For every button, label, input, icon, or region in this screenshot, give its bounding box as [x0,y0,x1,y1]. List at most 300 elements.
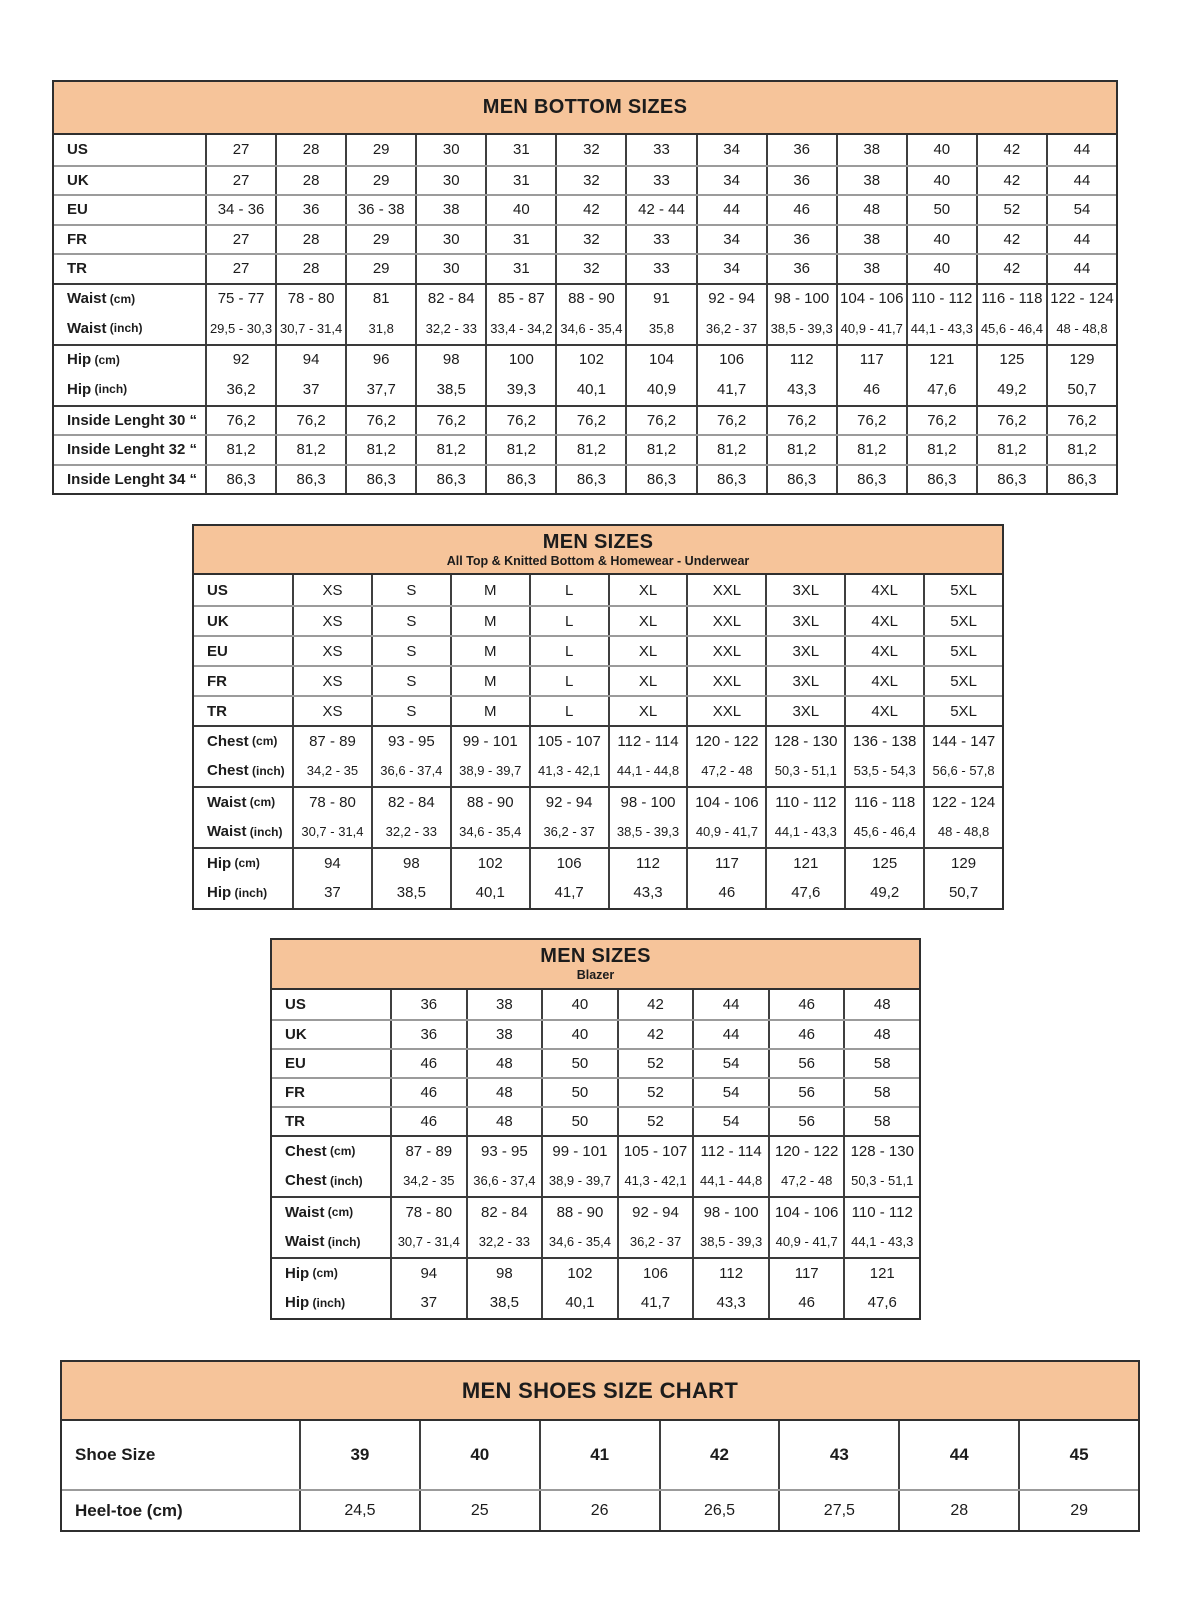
size-value-cell: 38,5 [466,1288,542,1319]
size-value-cell: 38,5 - 39,3 [608,817,687,848]
row-label [194,878,292,909]
size-value-cell: 34 - 36 [205,196,275,224]
size-value-cell: 28 [898,1491,1018,1530]
size-value-cell: 40 [906,255,976,283]
size-value-cell: 50,3 - 51,1 [843,1166,919,1197]
size-value-cell: 98 - 100 [766,285,836,314]
size-value-cell: 75 - 77 [205,285,275,314]
size-value-cell: 36,2 [205,374,275,405]
size-value-cell: 78 - 80 [390,1198,466,1227]
men-top-sizes-header [194,526,1002,575]
size-value-cell: 87 - 89 [292,727,371,756]
men-bottom-sizes-table [52,80,1118,495]
size-value-cell: 40 [906,226,976,254]
size-value-cell: 50 [541,1050,617,1077]
table-row [272,1227,919,1258]
size-value-cell: 42 [555,196,625,224]
size-value-cell: S [371,575,450,605]
size-value-cell: 33 [625,135,695,165]
table-row [62,1421,1138,1489]
row-label [272,1198,390,1227]
size-value-cell: 81,2 [1046,436,1116,464]
size-value-cell: 86,3 [906,466,976,494]
size-value-cell: S [371,667,450,695]
size-value-cell: XXL [686,697,765,725]
size-value-cell: 125 [976,346,1046,375]
size-value-cell: 44 [898,1421,1018,1489]
size-value-cell: 58 [843,1108,919,1135]
size-value-cell: 32,2 - 33 [371,817,450,848]
size-value-cell: 31 [485,167,555,195]
men-shoes-size-header [62,1362,1138,1421]
row-label: TR [285,1113,305,1130]
row-label-text: Chest [285,1142,327,1160]
size-value-cell: 3XL [765,697,844,725]
row-label-text: Waist [207,823,247,841]
size-value-cell: 105 - 107 [617,1137,693,1166]
size-value-cell: 82 - 84 [371,788,450,817]
size-value-cell: 34 [696,167,766,195]
size-value-cell: 58 [843,1079,919,1106]
size-value-cell: 121 [906,346,976,375]
row-label-text: Hip [67,380,92,398]
size-value-cell: 34 [696,135,766,165]
size-value-cell: 128 - 130 [843,1137,919,1166]
size-value-cell: 88 - 90 [450,788,529,817]
size-value-cell: 42 [976,167,1046,195]
men-blazer-sizes-header [272,940,919,990]
row-label-unit: (cm) [231,856,260,871]
size-value-cell: 33 [625,226,695,254]
row-label [272,1259,390,1288]
size-value-cell: 44,1 - 43,3 [765,817,844,848]
size-value-cell: 52 [617,1108,693,1135]
men-top-sizes-table [192,524,1004,910]
size-value-cell: 94 [390,1259,466,1288]
size-value-cell: 29 [345,255,415,283]
size-value-cell: 40 [419,1421,539,1489]
row-label-unit: (inch) [91,382,128,397]
table-row [272,1135,919,1166]
table-row [194,695,1002,725]
size-value-cell: 44,1 - 43,3 [906,313,976,344]
row-label [194,817,292,848]
size-value-cell: 4XL [844,667,923,695]
table-body [54,135,1116,493]
row-label: FR [207,672,227,690]
size-value-cell: 45,6 - 46,4 [976,313,1046,344]
table-row [194,635,1002,665]
men-bottom-sizes-header [54,82,1116,135]
size-value-cell: 5XL [923,607,1002,635]
size-value-cell: 27 [205,135,275,165]
size-value-cell: 44 [692,990,768,1019]
size-value-cell: 30 [415,226,485,254]
size-value-cell: 40,9 - 41,7 [836,313,906,344]
size-value-cell: 38 [836,226,906,254]
men-blazer-sizes-table [270,938,921,1320]
size-value-cell: 98 [415,346,485,375]
row-label: UK [67,171,89,189]
size-value-cell: 58 [843,1050,919,1077]
size-value-cell: 46 [390,1108,466,1135]
size-value-cell: 49,2 [844,878,923,909]
size-value-cell: 81,2 [485,436,555,464]
size-value-cell: 86,3 [275,466,345,494]
row-label [54,313,205,344]
size-value-cell: 120 - 122 [686,727,765,756]
size-value-cell: 104 - 106 [686,788,765,817]
row-label-text: Chest [207,732,249,750]
size-value-cell: 32 [555,255,625,283]
size-value-cell: XL [608,637,687,665]
size-value-cell: 129 [923,849,1002,878]
size-value-cell: M [450,607,529,635]
size-value-cell: 102 [541,1259,617,1288]
size-value-cell: 31 [485,226,555,254]
table-row [54,194,1116,224]
size-value-cell: XS [292,697,371,725]
row-label-text: Hip [285,1264,310,1282]
table-row [194,725,1002,756]
row-label: TR [207,702,227,720]
table-row [194,605,1002,635]
size-value-cell: 76,2 [1046,407,1116,435]
size-value-cell: 53,5 - 54,3 [844,756,923,787]
size-value-cell: 104 [625,346,695,375]
size-value-cell: 128 - 130 [765,727,844,756]
size-value-cell: 81,2 [976,436,1046,464]
size-value-cell: 98 [466,1259,542,1288]
size-value-cell: 42 [976,255,1046,283]
row-label-text: Hip [67,351,92,369]
size-value-cell: 112 [608,849,687,878]
size-value-cell: 47,6 [843,1288,919,1319]
table-body [62,1421,1138,1530]
table-body [272,990,919,1318]
size-value-cell: 27,5 [778,1491,898,1530]
size-value-cell: 43 [778,1421,898,1489]
row-label-unit: (cm) [309,1266,338,1281]
size-value-cell: 33,4 - 34,2 [485,313,555,344]
size-value-cell: 144 - 147 [923,727,1002,756]
size-value-cell: 35,8 [625,313,695,344]
size-value-cell: 92 [205,346,275,375]
table-row [272,990,919,1019]
size-value-cell: 37 [390,1288,466,1319]
size-value-cell: 125 [844,849,923,878]
size-value-cell: 40,1 [450,878,529,909]
table-row [194,665,1002,695]
row-label [194,788,292,817]
row-label-text: Chest [285,1172,327,1190]
size-value-cell: 40,9 - 41,7 [768,1227,844,1258]
size-value-cell: 76,2 [345,407,415,435]
row-label [272,1137,390,1166]
size-value-cell: 81,2 [696,436,766,464]
size-value-cell: 48 [466,1108,542,1135]
size-value-cell: 30 [415,255,485,283]
row-label: Inside Lenght 30 “ [67,411,198,429]
size-value-cell: 76,2 [836,407,906,435]
size-value-cell: 39 [299,1421,419,1489]
size-value-cell: 37 [275,374,345,405]
size-value-cell: 88 - 90 [555,285,625,314]
size-value-cell: 56 [768,1079,844,1106]
row-label-text: Waist [285,1233,325,1251]
table-row [272,1077,919,1106]
size-value-cell: 81,2 [555,436,625,464]
size-value-cell: 42 - 44 [625,196,695,224]
size-value-cell: 92 - 94 [617,1198,693,1227]
size-value-cell: 46 [686,878,765,909]
size-value-cell: XXL [686,667,765,695]
size-value-cell: 102 [450,849,529,878]
table-row [194,847,1002,878]
row-label: Inside Lenght 32 “ [67,441,198,459]
size-value-cell: 104 - 106 [768,1198,844,1227]
size-value-cell: 42 [617,990,693,1019]
size-value-cell: XS [292,607,371,635]
size-value-cell: 44,1 - 44,8 [692,1166,768,1197]
row-label: Inside Lenght 34 “ [67,470,198,488]
size-value-cell: 122 - 124 [923,788,1002,817]
row-label: US [207,581,228,599]
size-value-cell: 40,9 - 41,7 [686,817,765,848]
table-row [54,464,1116,494]
size-value-cell: 42 [976,135,1046,165]
size-value-cell: 29 [345,135,415,165]
size-value-cell: 112 [692,1259,768,1288]
size-value-cell: XL [608,575,687,605]
size-value-cell: L [529,697,608,725]
size-value-cell: 43,3 [766,374,836,405]
size-value-cell: 76,2 [625,407,695,435]
size-value-cell: 81 [345,285,415,314]
size-value-cell: 48 [843,990,919,1019]
size-value-cell: 121 [765,849,844,878]
size-value-cell: 91 [625,285,695,314]
size-value-cell: 110 - 112 [765,788,844,817]
row-label [194,849,292,878]
row-label-unit: (inch) [246,824,283,839]
size-value-cell: 56 [768,1050,844,1077]
size-value-cell: 40 [485,196,555,224]
size-value-cell: 27 [205,226,275,254]
size-value-cell: 81,2 [415,436,485,464]
size-value-cell: 98 [371,849,450,878]
size-value-cell: 54 [1046,196,1116,224]
size-value-cell: 28 [275,135,345,165]
size-value-cell: 26,5 [659,1491,779,1530]
table-subtitle: Blazer [576,968,615,983]
table-subtitle: All Top & Knitted Bottom & Homewear - Underwear [446,553,750,568]
row-label: TR [67,260,87,278]
size-value-cell: 76,2 [696,407,766,435]
row-label: US [285,996,306,1013]
size-value-cell: 86,3 [555,466,625,494]
size-value-cell: 85 - 87 [485,285,555,314]
table-title: MEN SIZES [542,530,654,553]
table-row [194,878,1002,909]
row-label [272,1227,390,1258]
size-value-cell: XL [608,667,687,695]
row-label [54,374,205,405]
size-value-cell: 31 [485,255,555,283]
table-row [272,1166,919,1197]
row-label-unit: (cm) [326,1144,356,1159]
size-value-cell: 41 [539,1421,659,1489]
size-value-cell: 47,2 - 48 [768,1166,844,1197]
size-value-cell: 34 [696,226,766,254]
size-value-cell: 30 [415,135,485,165]
row-label: Shoe Size [75,1445,156,1464]
row-label-unit: (cm) [324,1205,354,1220]
table-row [194,817,1002,848]
size-value-cell: 46 [768,1021,844,1048]
size-value-cell: 86,3 [976,466,1046,494]
table-title: MEN SIZES [540,945,651,968]
size-value-cell: 117 [686,849,765,878]
size-value-cell: 5XL [923,697,1002,725]
size-value-cell: 44 [1046,167,1116,195]
row-label: US [67,141,88,159]
size-value-cell: 40,9 [625,374,695,405]
size-value-cell: 112 - 114 [692,1137,768,1166]
size-value-cell: 38 [466,990,542,1019]
size-value-cell: 86,3 [766,466,836,494]
size-value-cell: 87 - 89 [390,1137,466,1166]
size-value-cell: 33 [625,167,695,195]
size-value-cell: 34,6 - 35,4 [541,1227,617,1258]
size-value-cell: 116 - 118 [976,285,1046,314]
size-value-cell: 54 [692,1108,768,1135]
size-value-cell: 46 [390,1079,466,1106]
size-value-cell: 42 [659,1421,779,1489]
row-label-text: Waist [67,290,107,308]
size-value-cell: 102 [555,346,625,375]
size-value-cell: 41,7 [696,374,766,405]
size-value-cell: 4XL [844,637,923,665]
row-label-text: Hip [207,854,232,872]
size-value-cell: 81,2 [625,436,695,464]
size-value-cell: 99 - 101 [541,1137,617,1166]
table-row [54,283,1116,314]
table-row [62,1489,1138,1530]
size-value-cell: 105 - 107 [529,727,608,756]
size-value-cell: 100 [485,346,555,375]
size-value-cell: 27 [205,255,275,283]
size-value-cell: 5XL [923,575,1002,605]
table-row [54,313,1116,344]
row-label-unit: (cm) [246,795,276,810]
size-value-cell: 112 [766,346,836,375]
size-value-cell: 31 [485,135,555,165]
size-value-cell: 38,9 - 39,7 [450,756,529,787]
size-value-cell: 54 [692,1079,768,1106]
size-value-cell: 86,3 [345,466,415,494]
table-body [194,575,1002,908]
size-value-cell: 33 [625,255,695,283]
table-row [54,434,1116,464]
size-value-cell: 76,2 [485,407,555,435]
table-row [194,786,1002,817]
size-value-cell: 44 [696,196,766,224]
size-value-cell: 24,5 [299,1491,419,1530]
table-row [54,344,1116,375]
size-value-cell: 50,7 [1046,374,1116,405]
size-value-cell: 42 [976,226,1046,254]
size-value-cell: XS [292,667,371,695]
size-value-cell: 36,2 - 37 [529,817,608,848]
size-value-cell: 38 [836,135,906,165]
size-value-cell: 4XL [844,697,923,725]
size-value-cell: M [450,637,529,665]
size-value-cell: 98 - 100 [692,1198,768,1227]
row-label-unit: (cm) [106,291,136,306]
size-value-cell: 43,3 [692,1288,768,1319]
row-label-text: Hip [285,1294,310,1312]
size-value-cell: 32 [555,167,625,195]
size-value-cell: 40 [541,1021,617,1048]
size-value-cell: 76,2 [555,407,625,435]
size-value-cell: 32,2 - 33 [415,313,485,344]
size-value-cell: 86,3 [485,466,555,494]
size-value-cell: 32,2 - 33 [466,1227,542,1258]
size-value-cell: 82 - 84 [466,1198,542,1227]
size-value-cell: 52 [617,1079,693,1106]
size-value-cell: XXL [686,575,765,605]
row-label [194,727,292,756]
size-value-cell: 28 [275,255,345,283]
size-value-cell: XS [292,575,371,605]
size-value-cell: 38 [466,1021,542,1048]
size-value-cell: 81,2 [345,436,415,464]
size-value-cell: 104 - 106 [836,285,906,314]
size-value-cell: 36 [766,135,836,165]
row-label [194,756,292,787]
size-value-cell: 76,2 [976,407,1046,435]
size-value-cell: 30 [415,167,485,195]
size-value-cell: 96 [345,346,415,375]
size-value-cell: S [371,637,450,665]
row-label: EU [207,642,228,660]
size-value-cell: S [371,607,450,635]
size-value-cell: XXL [686,637,765,665]
size-value-cell: 86,3 [696,466,766,494]
row-label: FR [285,1084,305,1101]
size-value-cell: M [450,575,529,605]
size-value-cell: 56 [768,1108,844,1135]
size-value-cell: 38,9 - 39,7 [541,1166,617,1197]
size-value-cell: 36 [275,196,345,224]
row-label-unit: (cm) [91,352,120,367]
size-value-cell: 50,3 - 51,1 [765,756,844,787]
size-value-cell: 38,5 [371,878,450,909]
size-value-cell: 40,1 [555,374,625,405]
size-value-cell: 29 [345,167,415,195]
row-label [54,285,205,314]
size-value-cell: 30,7 - 31,4 [292,817,371,848]
row-label-text: Waist [285,1203,325,1221]
size-value-cell: 81,2 [275,436,345,464]
size-value-cell: 30,7 - 31,4 [275,313,345,344]
size-value-cell: 44 [1046,135,1116,165]
size-value-cell: 36,6 - 37,4 [466,1166,542,1197]
size-value-cell: 98 - 100 [608,788,687,817]
size-value-cell: 117 [836,346,906,375]
row-label: EU [67,201,88,219]
